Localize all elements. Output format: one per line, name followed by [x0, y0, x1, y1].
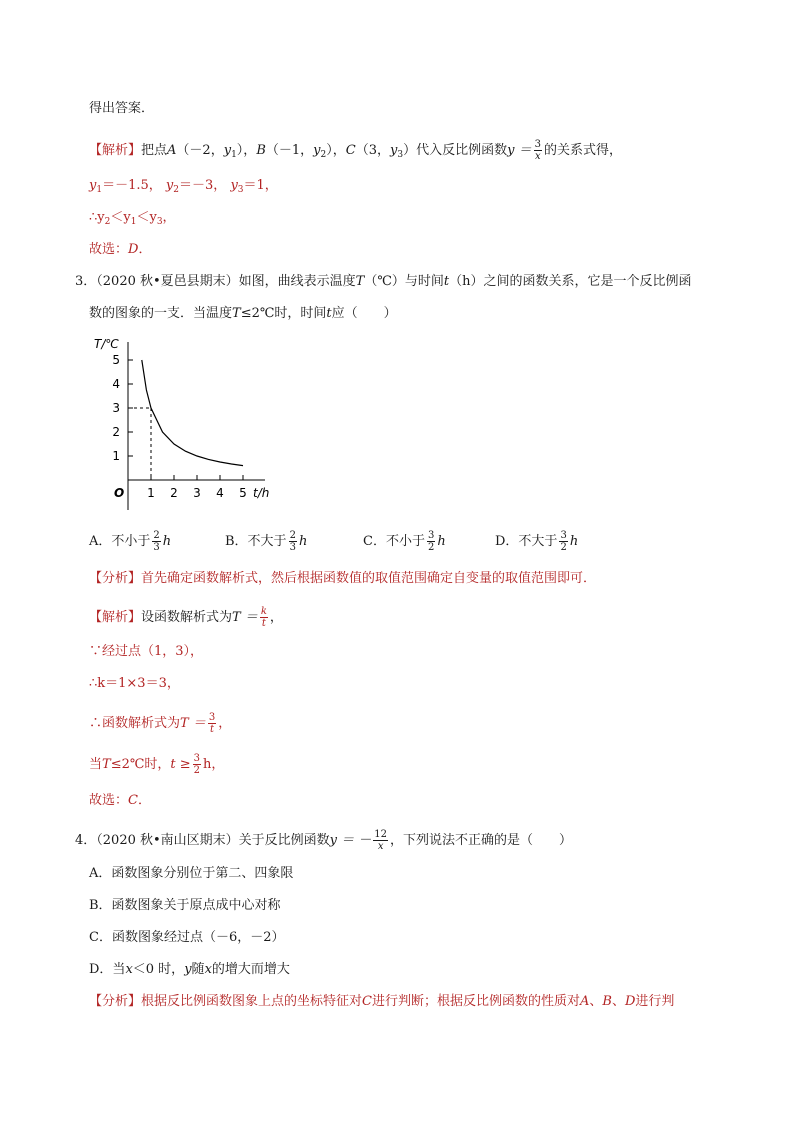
temperature-time-graph [88, 330, 288, 520]
formula-lhs: y ＝ － [329, 833, 372, 848]
solution-tag: 【解析】 [89, 610, 142, 625]
var: y [390, 143, 398, 158]
denominator: 3 [289, 542, 296, 553]
numerator: 3 [427, 530, 435, 541]
subscript: 1 [231, 150, 237, 160]
var: A [580, 994, 590, 1009]
text: ）， [236, 143, 257, 158]
text: ，下列说法不正确的是（ ） [390, 833, 573, 848]
text: 数的图象的一支．当温度 [89, 306, 233, 321]
fraction [289, 530, 297, 553]
solution-tag: 【解析】 [89, 143, 142, 158]
origin-label: O [114, 486, 125, 500]
numerator: 3 [193, 753, 201, 764]
text: 、 [611, 994, 625, 1009]
text: ， [218, 716, 232, 731]
q3-solution-line-1 [89, 606, 283, 629]
denominator: x [377, 841, 384, 852]
option-c[interactable] [363, 530, 446, 553]
y-tick-label: 4 [112, 377, 120, 391]
text: ． [138, 242, 152, 257]
text: D．当 [89, 962, 126, 977]
q4-option-a[interactable] [89, 865, 293, 883]
denominator: 3 [153, 542, 160, 553]
q3-solution-line-3 [89, 675, 180, 693]
option-b[interactable] [225, 530, 307, 553]
q4-option-b[interactable] [89, 897, 281, 915]
text: h， [203, 757, 225, 772]
unit: h [569, 534, 579, 549]
numerator: 3 [560, 530, 567, 541]
subscript: 3 [156, 217, 163, 227]
var: y [313, 143, 321, 158]
var: y [184, 962, 192, 977]
denominator: t [261, 618, 266, 629]
text: 进行判断；根据反比例函数的性质对 [371, 994, 580, 1009]
text: 故选： [89, 242, 129, 257]
text: 设函数解析式为 [141, 610, 233, 625]
option-b-label: B．不大于 [225, 534, 287, 549]
analysis-line [89, 570, 596, 588]
var: y [89, 178, 97, 193]
point-a: A [167, 143, 177, 158]
text: ＝1， [243, 178, 278, 193]
var: T [102, 757, 111, 772]
option-a[interactable] [89, 530, 171, 553]
text: ∴函数解析式为 [89, 716, 181, 731]
subscript: 1 [130, 217, 137, 227]
option-d[interactable] [495, 530, 578, 553]
answer-letter: C [128, 793, 138, 808]
var: y [230, 178, 238, 193]
fraction [559, 530, 567, 553]
text: 的关系式得， [543, 143, 622, 158]
x-tick-label: 5 [239, 486, 247, 500]
text: ， [269, 610, 283, 625]
x-tick-label: 3 [193, 486, 201, 500]
unit: h [298, 534, 308, 549]
subscript: 3 [237, 185, 244, 195]
solution-line-2 [89, 177, 278, 199]
fraction [152, 530, 160, 553]
text: ≤2℃时， [110, 757, 171, 772]
denominator: x [534, 151, 541, 162]
y-axis-label: T/℃ [94, 337, 119, 351]
y-tick-label: 3 [112, 401, 120, 415]
q4-option-d[interactable] [89, 961, 290, 979]
text: （h）之间的函数关系，它是一个反比例函 [449, 274, 692, 289]
y-tick-label: 2 [112, 425, 120, 439]
option-d-label: D．不大于 [495, 534, 558, 549]
denominator: 2 [560, 542, 567, 553]
text: ， [162, 210, 176, 225]
analysis-tag: 【分析】 [89, 571, 142, 586]
text: 根据反比例函数图象上点的坐标特征对 [141, 994, 363, 1009]
text: ＜y [136, 210, 157, 225]
var: y [165, 178, 174, 193]
var: t [326, 306, 332, 321]
denominator: t [210, 724, 215, 735]
option-c-label: C．不小于 [363, 534, 425, 549]
text: ∵经过点（1，3）， [89, 644, 204, 659]
formula-lhs: y ＝ [507, 143, 532, 158]
text: ） [403, 143, 417, 158]
text: 随 [191, 962, 205, 977]
var: B [602, 994, 612, 1009]
text: ≤2℃时，时间 [240, 306, 327, 321]
subscript: 1 [96, 185, 103, 195]
analysis-text: 首先确定函数解析式，然后根据函数值的取值范围确定自变量的取值范围即可． [141, 571, 597, 586]
numerator: 3 [534, 139, 541, 150]
analysis-tag: 【分析】 [89, 994, 142, 1009]
x-tick-label: 1 [147, 486, 155, 500]
var: T [355, 274, 365, 289]
q4-option-a-text: A．函数图象分别位于第二、四象限 [89, 866, 294, 881]
coords: （－2， [176, 143, 224, 158]
text: 当 [89, 757, 103, 772]
point-b: B [256, 143, 266, 158]
q4-option-b-text: B．函数图象关于原点成中心对称 [89, 898, 281, 913]
formula-lhs: T ＝ [232, 610, 258, 625]
subscript: 2 [104, 217, 111, 227]
var: x [204, 962, 212, 977]
text: ＜y [110, 210, 131, 225]
answer-tail-line [89, 100, 154, 118]
text: ＝－1.5， [102, 178, 162, 193]
text: ）， [326, 143, 346, 158]
numerator: 12 [374, 829, 387, 840]
fraction [193, 753, 201, 776]
denominator: 2 [193, 765, 201, 776]
subscript: 2 [173, 185, 180, 195]
fraction [260, 606, 268, 629]
solution-line-4 [89, 241, 151, 259]
text: ． [137, 793, 151, 808]
question-4-line [75, 829, 572, 852]
fraction [373, 829, 388, 852]
text: （℃）与时间 [364, 274, 444, 289]
subscript: 3 [397, 150, 404, 160]
curve-line [142, 360, 243, 466]
q3-solution-line-4 [89, 712, 231, 735]
text: 3．（2020 秋•夏邑县期末）如图，曲线表示温度 [75, 274, 356, 289]
answer-letter: D [128, 242, 139, 257]
question-3-line-1 [75, 273, 691, 291]
unit: h [162, 534, 172, 549]
numerator: k [260, 606, 267, 617]
solution-line-3 [89, 209, 176, 231]
text: 、 [589, 994, 603, 1009]
text: 进行判 [635, 994, 675, 1009]
formula-lhs: T ＝ [180, 716, 206, 731]
q3-solution-line-2 [89, 643, 203, 661]
text: 4．（2020 秋•南山区期末）关于反比例函数 [75, 833, 330, 848]
subscript: 2 [320, 150, 327, 160]
y-tick-label: 1 [112, 449, 120, 463]
x-tick-label: 2 [170, 486, 178, 500]
numerator: 2 [153, 530, 160, 541]
text: ＝－3， [179, 178, 227, 193]
fraction [427, 530, 435, 553]
text: 应（ ） [331, 306, 397, 321]
var: C [362, 994, 372, 1009]
solution-line-1 [89, 139, 622, 164]
question-3-line-2 [89, 305, 397, 323]
text: ∴k＝1×3＝3， [89, 676, 180, 691]
q4-option-c-text: C．函数图象经过点（－6，－2） [89, 930, 285, 945]
q3-solution-line-5 [89, 753, 224, 776]
fraction [534, 139, 542, 162]
denominator: 2 [427, 542, 435, 553]
var: t [443, 274, 450, 289]
option-a-label: A．不小于 [89, 534, 151, 549]
coords: （3， [355, 143, 390, 158]
text: 故选： [89, 793, 129, 808]
x-axis-label: t/h [253, 486, 270, 500]
text: ＜0 时， [132, 962, 185, 977]
var: D [624, 994, 636, 1009]
unit: h [437, 534, 446, 549]
x-tick-label: 4 [216, 486, 224, 500]
q4-option-c[interactable] [89, 929, 285, 947]
numerator: 3 [208, 712, 216, 723]
var: y [223, 143, 232, 158]
answer-tail-text: 得出答案． [89, 101, 155, 116]
var: T [232, 306, 241, 321]
point-c: C [345, 143, 356, 158]
coords: （－1， [265, 143, 314, 158]
text: 代入反比例函数 [416, 143, 508, 158]
text: 的增大而增大 [211, 962, 290, 977]
y-tick-label: 5 [112, 353, 120, 367]
inequality: t ≥ [170, 757, 191, 772]
text: 把点 [141, 143, 168, 158]
q3-solution-line-6 [89, 792, 151, 810]
numerator: 2 [289, 530, 296, 541]
text: ∴y [89, 210, 105, 225]
q4-analysis-line [89, 993, 674, 1011]
fraction [208, 712, 216, 735]
var: x [125, 962, 133, 977]
